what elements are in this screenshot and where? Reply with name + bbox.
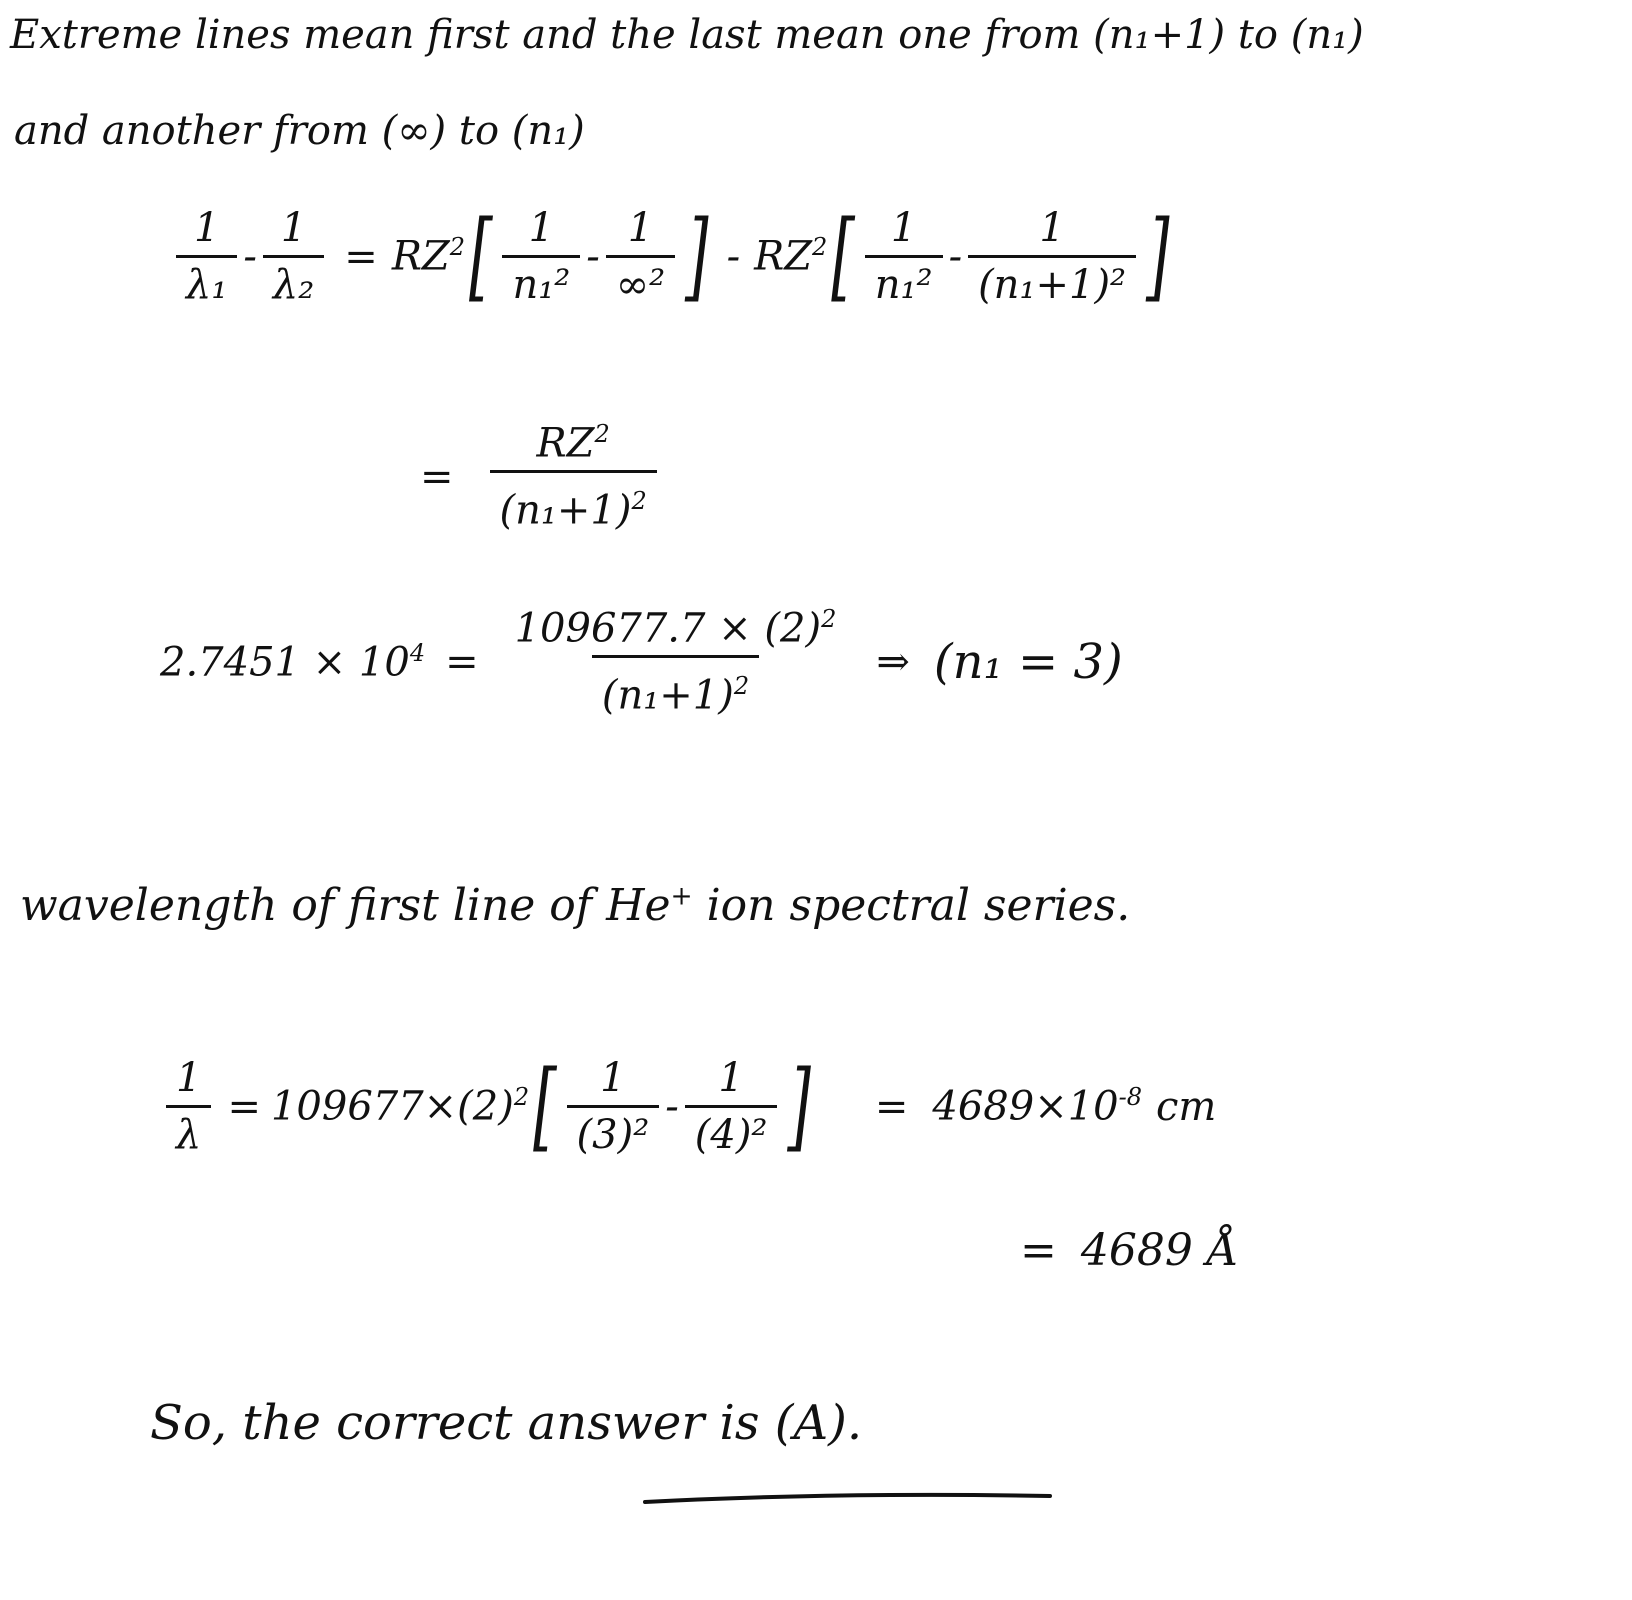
equals-sign: = [1020, 1225, 1057, 1276]
frac-inv-lambda: $\frac{1}{\lambda}$ [166, 1055, 211, 1158]
conclusion-text: So, the correct answer is (A). [150, 1395, 863, 1451]
rz-coefficient-2: $RZ^2$ [754, 233, 828, 280]
frac-1-over-infinity-squared: $\frac{1}{\text{∞²}}$ [606, 205, 675, 308]
equals-sign: = [344, 233, 378, 280]
frac-1-over-n1-squared: $\frac{1}{\text{n₁²}}$ [865, 205, 943, 308]
equation-1 [170, 200, 1174, 313]
rydberg-coefficient: $109677\times(2)^2$ [270, 1083, 530, 1130]
equation-3 [160, 605, 1123, 719]
equals-sign: = [420, 453, 454, 500]
left-bracket: [ [831, 200, 855, 313]
frac-rz2-over-n1-plus-1-squared: $\frac{RZ^2}{(n_1+1)^2}$ [490, 420, 657, 534]
frac-rydberg-substitution: $\frac{109677.7 \times (2)^2}{(n_1+1)^2}$ [514, 605, 837, 719]
implies-arrow: ⇒ [876, 638, 910, 685]
left-bracket: [ [533, 1050, 557, 1163]
frac-1-over-4-squared: $\frac{1}{\text{(4)²}}$ [685, 1055, 778, 1158]
unit-cm: cm [1156, 1083, 1217, 1130]
intro-line-1: Extreme lines mean first and the last mean one from (n₁+1) to (n₁) [10, 12, 1364, 58]
right-bracket: ] [1146, 200, 1170, 313]
statement-text: wavelength of first line of He+ ion spectral series. [20, 880, 1131, 931]
answer-underline [640, 1488, 1060, 1508]
equals-sign: = [874, 1083, 909, 1130]
equals-sign: = [445, 638, 479, 685]
n1-result: (n₁ = 3) [933, 633, 1123, 690]
equation-4 [160, 1050, 1217, 1163]
right-bracket: ] [787, 1050, 811, 1163]
intro-line-2: and another from (∞) to (n₁) [14, 108, 585, 154]
equals-sign: = [227, 1083, 261, 1130]
minus-sign: - [665, 1083, 679, 1130]
frac-1-over-n1-squared: $\frac{1}{\text{n₁²}}$ [502, 205, 580, 308]
wavelength-angstrom: 4689 Å [1080, 1225, 1239, 1276]
right-bracket: ] [685, 200, 709, 313]
frac-1-over-n1-plus-1-squared: $\frac{1}{\text{(n₁+1)²}}$ [968, 205, 1136, 308]
minus-sign: - [948, 233, 963, 280]
rz-coefficient-1: $RZ^2$ [391, 233, 466, 280]
frac-1-over-3-squared: $\frac{1}{\text{(3)²}}$ [567, 1055, 660, 1158]
wavelength-cm: $4689\times 10^{-8}$ [932, 1083, 1143, 1130]
measured-value: $2.7451 \times 10^4$ [160, 638, 426, 685]
left-bracket: [ [469, 200, 493, 313]
minus-sign: - [586, 233, 600, 280]
minus-sign: - [726, 233, 741, 280]
minus-sign: - [243, 233, 257, 280]
equation-2 [420, 420, 663, 534]
frac-inv-lambda1: $\frac{1}{\text{λ₁}}$ [176, 205, 237, 308]
equation-5 [1020, 1225, 1239, 1276]
frac-inv-lambda2: $\frac{1}{\text{λ₂}}$ [263, 205, 324, 308]
